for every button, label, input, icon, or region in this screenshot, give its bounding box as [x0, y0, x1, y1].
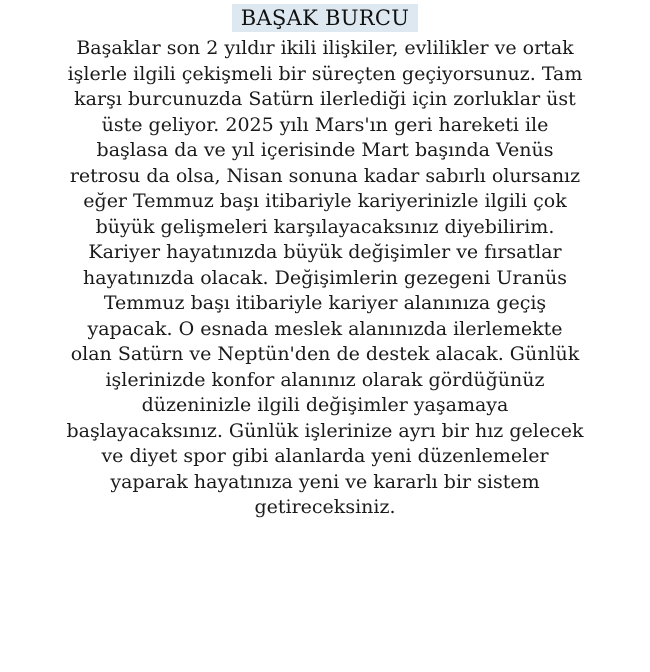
- text-line: eğer Temmuz başı itibariyle kariyerinizle ilgili çok: [83, 190, 567, 212]
- text-line: yaparak hayatınıza yeni ve kararlı bir sistem: [110, 470, 540, 493]
- text-line: büyük gelişmeleri karşılayacaksınız diyebilirim.: [95, 215, 555, 238]
- text-line: Başaklar son 2 yıldır ikili ilişkiler, evlilikler ve ortak: [76, 37, 574, 59]
- text-line: ve diyet spor gibi alanlarda yeni düzenlemeler: [101, 445, 549, 467]
- text-line: retrosu da olsa, Nisan sonuna kadar sabırlı olursanız: [69, 164, 581, 187]
- text-line: işlerle ilgili çekişmeli bir süreçten geçiyorsunuz. Tam: [67, 62, 583, 85]
- text-line: Temmuz başı itibariyle kariyer alanınıza geçiş: [103, 292, 547, 314]
- text-line: getireceksiniz.: [254, 496, 396, 518]
- text-line: hayatınızda olacak. Değişimlerin gezegeni Uranüs: [83, 266, 567, 289]
- text-line: başlayacaksınız. Günlük işlerinize ayrı bir hız gelecek: [66, 419, 584, 442]
- text-line: düzeninizle ilgili değişimler yaşamaya: [141, 394, 509, 416]
- horoscope-text: [8, 36, 642, 521]
- page-title: BAŞAK BURCU: [232, 4, 419, 32]
- text-line: üste geliyor. 2025 yılı Mars'ın geri hareketi ile: [101, 113, 549, 136]
- text-line: başlasa da ve yıl içerisinde Mart başında Venüs: [96, 139, 554, 161]
- text-line: yapacak. O esnada meslek alanınızda ilerlemekte: [87, 317, 563, 340]
- text-line: Kariyer hayatınızda büyük değişimler ve fırsatlar: [88, 241, 562, 263]
- title-container: [0, 4, 650, 32]
- text-line: işlerinizde konfor alanınız olarak gördüğünüz: [105, 368, 545, 391]
- text-line: karşı burcunuzda Satürn ilerlediği için zorluklar üst: [74, 88, 576, 110]
- text-line: olan Satürn ve Neptün'den de destek alacak. Günlük: [70, 343, 580, 365]
